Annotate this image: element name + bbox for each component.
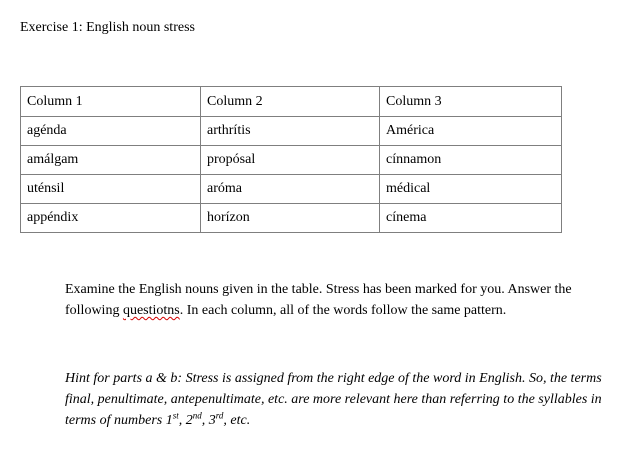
column-header: Column 3 bbox=[380, 87, 562, 117]
ordinal-suffix: nd bbox=[192, 410, 202, 421]
hint-text: Hint for parts a & b: Stress is assigned from the right edge of the word in English. So, the terms final, penultimate, antepenultimate, etc. are more relevant here than referring to the syllables in terms of numbers bbox=[65, 371, 602, 428]
column-header: Column 2 bbox=[201, 87, 380, 117]
ordinal-number: 2 bbox=[185, 413, 193, 428]
ordinal-number: 1 bbox=[165, 413, 173, 428]
ordinal-suffix: st bbox=[172, 410, 179, 421]
table-cell: América bbox=[380, 117, 562, 146]
table-row bbox=[21, 146, 562, 175]
table-cell: amálgam bbox=[21, 146, 201, 175]
hint-paragraph bbox=[65, 368, 610, 431]
exercise-title: Exercise 1: English noun stress bbox=[20, 20, 195, 35]
misspelled-word[interactable]: questiotns bbox=[122, 303, 180, 318]
table-row bbox=[21, 117, 562, 146]
table-cell: uténsil bbox=[21, 175, 201, 204]
ordinal-separator: , etc. bbox=[223, 413, 251, 428]
ordinal-suffix: rd bbox=[215, 410, 224, 421]
ordinal-separator: , bbox=[178, 413, 186, 428]
table-cell: arthrítis bbox=[201, 117, 380, 146]
table-cell: appéndix bbox=[21, 204, 201, 233]
instructions-text: Examine the English nouns given in the table. Stress has been marked for you. Answer the following bbox=[65, 282, 572, 318]
table-cell: horízon bbox=[201, 204, 380, 233]
ordinal-separator: , bbox=[201, 413, 209, 428]
table-cell: propósal bbox=[201, 146, 380, 175]
table-row bbox=[21, 175, 562, 204]
instructions-text: . In each column, all of the words follow the same pattern. bbox=[179, 303, 507, 318]
table-cell: médical bbox=[380, 175, 562, 204]
column-header: Column 1 bbox=[21, 87, 201, 117]
table-cell: aróma bbox=[201, 175, 380, 204]
ordinal-number: 3 bbox=[208, 413, 216, 428]
table-cell: cínema bbox=[380, 204, 562, 233]
table-cell: agénda bbox=[21, 117, 201, 146]
table-header-row bbox=[21, 87, 562, 117]
noun-stress-table bbox=[20, 86, 562, 233]
table-cell: cínnamon bbox=[380, 146, 562, 175]
table-row bbox=[21, 204, 562, 233]
instructions-paragraph bbox=[65, 279, 610, 321]
